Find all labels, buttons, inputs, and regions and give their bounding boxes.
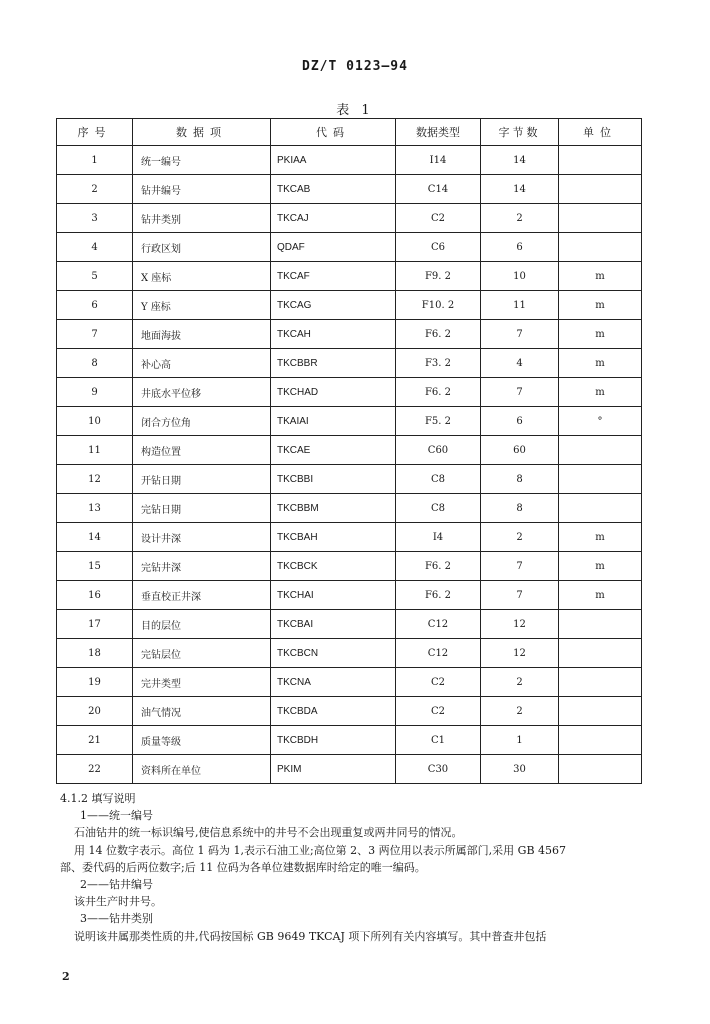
cell-code: TKCAG [271,291,396,320]
cell-code: PKIAA [271,146,396,175]
cell-code: TKCBBI [271,465,396,494]
cell-type: C1 [396,726,481,755]
table-row [57,494,642,523]
cell-unit: m [559,291,642,320]
cell-code: TKCBBM [271,494,396,523]
table-row [57,668,642,697]
cell-item: 地面海拔 [133,320,271,349]
table-row [57,204,642,233]
cell-code: PKIM [271,755,396,784]
cell-item: 设计井深 [133,523,271,552]
cell-no: 8 [57,349,133,378]
paragraph: 3——钻井类别 [80,912,153,926]
cell-type: C14 [396,175,481,204]
cell-type: F5. 2 [396,407,481,436]
cell-bytes: 7 [481,552,559,581]
page-number: 2 [62,970,70,983]
table-row [57,755,642,784]
cell-code: TKCAF [271,262,396,291]
cell-item: 钻井编号 [133,175,271,204]
cell-code: TKCBAI [271,610,396,639]
table-row [57,465,642,494]
cell-no: 3 [57,204,133,233]
cell-no: 13 [57,494,133,523]
cell-bytes: 12 [481,639,559,668]
cell-unit: m [559,581,642,610]
cell-code: TKCBCK [271,552,396,581]
cell-item: 目的层位 [133,610,271,639]
table-row [57,581,642,610]
cell-unit [559,755,642,784]
table-row [57,639,642,668]
cell-item: 完钻层位 [133,639,271,668]
cell-item: 完钻日期 [133,494,271,523]
page-header: DZ/T 0123—94 [302,59,408,74]
cell-no: 20 [57,697,133,726]
cell-item: 井底水平位移 [133,378,271,407]
cell-unit [559,668,642,697]
cell-bytes: 7 [481,320,559,349]
cell-no: 11 [57,436,133,465]
cell-unit: m [559,320,642,349]
cell-bytes: 8 [481,465,559,494]
cell-bytes: 60 [481,436,559,465]
cell-no: 19 [57,668,133,697]
column-header-code: 代码 [271,119,396,146]
column-header-item: 数据项 [133,119,271,146]
cell-bytes: 10 [481,262,559,291]
cell-code: TKCAE [271,436,396,465]
table-row [57,552,642,581]
cell-unit [559,146,642,175]
cell-unit [559,610,642,639]
cell-code: TKCHAI [271,581,396,610]
cell-bytes: 6 [481,233,559,262]
paragraph: 该井生产时井号。 [74,895,162,909]
cell-unit: m [559,523,642,552]
cell-no: 12 [57,465,133,494]
cell-bytes: 4 [481,349,559,378]
table-row [57,378,642,407]
cell-item: 开钻日期 [133,465,271,494]
paragraph: 1——统一编号 [80,809,153,823]
cell-type: C60 [396,436,481,465]
cell-no: 6 [57,291,133,320]
cell-code: TKCBCN [271,639,396,668]
cell-bytes: 7 [481,581,559,610]
cell-bytes: 2 [481,668,559,697]
table-caption: 表 1 [336,103,374,118]
cell-item: 资料所在单位 [133,755,271,784]
cell-type: F6. 2 [396,552,481,581]
cell-unit [559,233,642,262]
cell-type: F6. 2 [396,320,481,349]
paragraph: 石油钻井的统一标识编号,使信息系统中的井号不会出现重复或两井同号的情况。 [74,826,463,840]
section-title: 4.1.2 填写说明 [60,792,136,805]
cell-bytes: 8 [481,494,559,523]
cell-code: TKCBAH [271,523,396,552]
cell-type: F6. 2 [396,581,481,610]
cell-unit: m [559,262,642,291]
cell-type: C12 [396,639,481,668]
column-header-type: 数据类型 [396,119,481,146]
cell-type: C8 [396,494,481,523]
cell-bytes: 12 [481,610,559,639]
paragraph: 部、委代码的后两位数字;后 11 位码为各单位建数据库时给定的唯一编码。 [60,860,426,874]
table-row [57,697,642,726]
cell-code: TKCNA [271,668,396,697]
cell-item: 完钻井深 [133,552,271,581]
table-row [57,233,642,262]
cell-no: 15 [57,552,133,581]
table-row [57,726,642,755]
cell-type: F6. 2 [396,378,481,407]
cell-type: C2 [396,204,481,233]
cell-no: 22 [57,755,133,784]
cell-item: 质量等级 [133,726,271,755]
cell-type: C6 [396,233,481,262]
cell-unit [559,639,642,668]
cell-bytes: 14 [481,175,559,204]
cell-code: TKCAB [271,175,396,204]
cell-item: 行政区划 [133,233,271,262]
paragraph: 用 14 位数字表示。高位 1 码为 1,表示石油工业;高位第 2、3 两位用以表示所属部门,采用 GB 4567 [74,843,567,857]
cell-no: 16 [57,581,133,610]
cell-type: C2 [396,668,481,697]
cell-code: TKCAH [271,320,396,349]
cell-code: TKCAJ [271,204,396,233]
cell-type: C12 [396,610,481,639]
data-table [56,118,642,784]
cell-no: 14 [57,523,133,552]
cell-unit [559,697,642,726]
table-row [57,262,642,291]
cell-no: 9 [57,378,133,407]
cell-code: TKCBDA [271,697,396,726]
cell-item: 构造位置 [133,436,271,465]
cell-unit [559,204,642,233]
cell-unit: m [559,378,642,407]
cell-bytes: 30 [481,755,559,784]
table-row [57,349,642,378]
cell-bytes: 14 [481,146,559,175]
cell-item: 垂直校正井深 [133,581,271,610]
cell-type: C30 [396,755,481,784]
cell-no: 17 [57,610,133,639]
cell-item: X 座标 [133,262,271,291]
column-header-bytes: 字节数 [481,119,559,146]
cell-item: 统一编号 [133,146,271,175]
cell-code: TKCBBR [271,349,396,378]
cell-unit [559,465,642,494]
cell-unit [559,726,642,755]
cell-unit: m [559,552,642,581]
table-row [57,407,642,436]
table-row [57,146,642,175]
paragraph: 说明该井属那类性质的井,代码按国标 GB 9649 TKCAJ 项下所列有关内容填写。其中普查井包括 [74,929,547,943]
cell-no: 10 [57,407,133,436]
cell-no: 7 [57,320,133,349]
cell-item: 完井类型 [133,668,271,697]
table-row [57,523,642,552]
cell-no: 4 [57,233,133,262]
cell-type: I4 [396,523,481,552]
cell-code: TKCHAD [271,378,396,407]
cell-unit [559,175,642,204]
table-row [57,320,642,349]
cell-type: C8 [396,465,481,494]
column-header-no: 序号 [57,119,133,146]
cell-bytes: 6 [481,407,559,436]
cell-bytes: 2 [481,523,559,552]
cell-no: 2 [57,175,133,204]
cell-no: 21 [57,726,133,755]
cell-code: TKAIAI [271,407,396,436]
column-header-unit: 单位 [559,119,642,146]
cell-bytes: 2 [481,697,559,726]
cell-item: 闭合方位角 [133,407,271,436]
cell-type: I14 [396,146,481,175]
cell-no: 5 [57,262,133,291]
cell-bytes: 11 [481,291,559,320]
cell-item: 油气情况 [133,697,271,726]
cell-unit: ° [559,407,642,436]
cell-no: 18 [57,639,133,668]
paragraph: 2——钻井编号 [80,878,153,892]
cell-item: 补心高 [133,349,271,378]
cell-type: F10. 2 [396,291,481,320]
table-row [57,436,642,465]
cell-item: Y 座标 [133,291,271,320]
cell-bytes: 1 [481,726,559,755]
explanation-section [60,790,650,945]
cell-unit [559,436,642,465]
cell-code: QDAF [271,233,396,262]
cell-code: TKCBDH [271,726,396,755]
cell-unit: m [559,349,642,378]
table-header-row [57,119,642,146]
cell-no: 1 [57,146,133,175]
cell-unit [559,494,642,523]
cell-type: F9. 2 [396,262,481,291]
cell-bytes: 2 [481,204,559,233]
table-row [57,175,642,204]
cell-type: F3. 2 [396,349,481,378]
table-row [57,610,642,639]
cell-bytes: 7 [481,378,559,407]
cell-type: C2 [396,697,481,726]
table-row [57,291,642,320]
cell-item: 钻井类别 [133,204,271,233]
